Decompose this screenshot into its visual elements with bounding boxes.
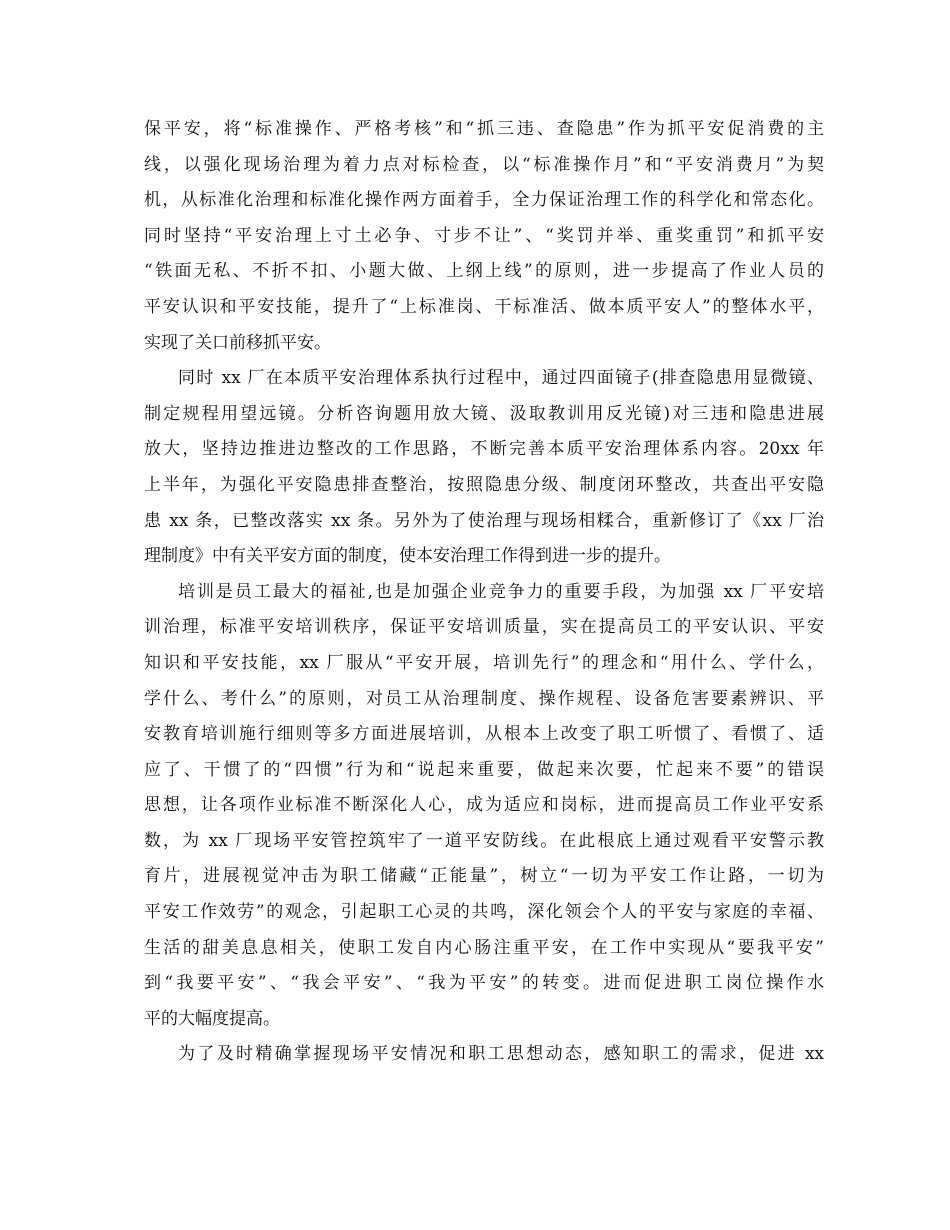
text-line: 平的大幅度提高。 [144, 1008, 280, 1029]
text-line: 平安工作效劳”的观念，引起职工心灵的共鸣，深化领会个人的平安与家庭的幸福、 [144, 902, 824, 923]
text-line: 理制度》中有关平安方面的制度，使本安治理工作得到进一步的提升。 [144, 546, 671, 567]
text-line: 数，为 xx 厂现场平安管控筑牢了一道平安防线。在此根底上通过观看平安警示教 [144, 830, 824, 851]
text-line: 到“我要平安”、“我会平安”、“我为平安”的转变。进而促进职工岗位操作水 [144, 973, 824, 994]
text-line: 安教育培训施行细则等多方面进展培训，从根本上改变了职工听惯了、看惯了、适 [144, 724, 824, 745]
text-line: 育片，进展视觉冲击为职工储藏“正能量”，树立“一切为平安工作让路，一切为 [144, 866, 824, 887]
text-line: 放大，坚持边推进边整改的工作思路，不断完善本质平安治理体系内容。20xx 年 [144, 439, 824, 460]
text-line: 上半年，为强化平安隐患排查整治，按照隐患分级、制度闭环整改，共查出平安隐 [144, 474, 824, 495]
text-line: 患 xx 条，已整改落实 xx 条。另外为了使治理与现场相糅合，重新修订了《xx 厂治 [144, 510, 824, 531]
text-line: 培训是员工最大的福祉,也是加强企业竞争力的重要手段，为加强 xx 厂平安培 [178, 581, 824, 602]
text-line: 制定规程用望远镜。分析咨询题用放大镜、汲取教训用反光镜)对三违和隐患进展 [144, 403, 824, 424]
text-line: 知识和平安技能，xx 厂服从“平安开展，培训先行”的理念和“用什么、学什么， [144, 652, 824, 673]
text-line: 训治理，标准平安培训秩序，保证平安培训质量，实在提高员工的平安认识、平安 [144, 617, 824, 638]
text-line: 线，以强化现场治理为着力点对标检查，以“标准操作月”和“平安消费月”为契 [144, 154, 824, 175]
text-line: 保平安，将“标准操作、严格考核”和“抓三违、查隐患”作为抓平安促消费的主 [144, 119, 824, 139]
paragraph-2 [144, 361, 824, 575]
paragraph-4 [144, 1037, 824, 1073]
document-body [144, 112, 824, 1073]
text-line: 同时坚持“平安治理上寸土必争、寸步不让”、“奖罚并举、重奖重罚”和抓平安 [144, 225, 824, 246]
text-line: 机，从标准化治理和标准化操作两方面着手，全力保证治理工作的科学化和常态化。 [144, 190, 824, 211]
paragraph-1 [144, 112, 824, 361]
text-line: “铁面无私、不折不扣、小题大做、上纲上线”的原则，进一步提高了作业人员的 [144, 261, 824, 282]
text-line: 为了及时精确掌握现场平安情况和职工思想动态，感知职工的需求，促进 xx [178, 1044, 824, 1065]
text-line: 应了、干惯了的“四惯”行为和“说起来重要，做起来次要，忙起来不要”的错误 [144, 759, 824, 780]
text-line: 实现了关口前移抓平安。 [144, 332, 331, 353]
text-line: 学什么、考什么”的原则，对员工从治理制度、操作规程、设备危害要素辨识、平 [144, 688, 824, 709]
text-line: 思想，让各项作业标准不断深化人心，成为适应和岗标，进而提高员工作业平安系 [144, 795, 824, 816]
paragraph-3 [144, 575, 824, 1038]
text-line: 生活的甜美息息相关，使职工发自内心肠注重平安，在工作中实现从“要我平安” [144, 937, 824, 958]
text-line: 同时 xx 厂在本质平安治理体系执行过程中，通过四面镜子(排查隐患用显微镜、 [178, 368, 824, 389]
text-line: 平安认识和平安技能，提升了“上标准岗、干标准活、做本质平安人”的整体水平， [144, 296, 824, 317]
